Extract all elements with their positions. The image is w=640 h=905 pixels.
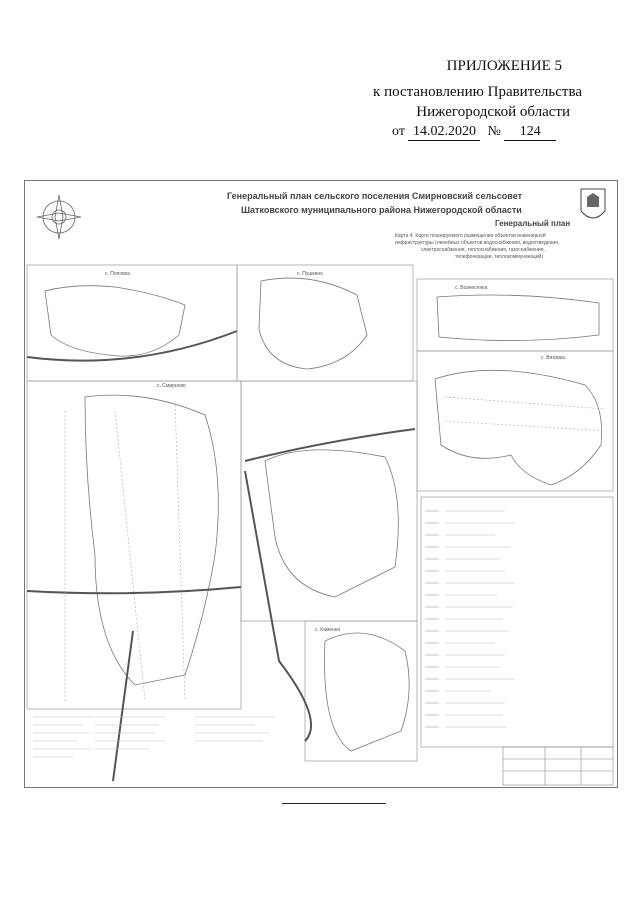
- inset-label-3: с. Вознесенка: [455, 285, 488, 291]
- map-drawing: [25, 181, 617, 787]
- map-subtitle-3: электроснабжения, теплоснабжения, газоснабжения,: [421, 247, 545, 253]
- settlement-outline-3: [437, 295, 599, 341]
- title-block-stamp: [503, 747, 613, 785]
- coat-of-arms-icon: [581, 189, 605, 218]
- road-4: [245, 429, 415, 461]
- general-plan-map-sheet: [24, 180, 618, 788]
- bottom-notes: [33, 717, 275, 757]
- map-title-2: Шатковского муниципального района Нижегородской области: [241, 205, 522, 215]
- inset-label-1: с. Поповка: [105, 271, 130, 277]
- network-line-group: [445, 397, 605, 431]
- settlement-outline-5: [85, 395, 218, 685]
- settlement-outline-1: [45, 286, 185, 356]
- inset-label-4: с. Смирново: [157, 383, 186, 389]
- map-title-3: Генеральный план: [495, 219, 571, 228]
- date-prefix: от: [392, 124, 405, 139]
- map-title-1: Генеральный план сельского поселения Смирновский сельсовет: [227, 191, 523, 201]
- date-number-line: [392, 124, 556, 141]
- inset-frame-7: [305, 621, 417, 761]
- settlement-outline-7: [325, 633, 410, 751]
- compass-rose-icon: [37, 195, 81, 239]
- inset-label-6: с. Каменка: [315, 627, 341, 633]
- inset-label-2: с. Пушкино: [297, 271, 323, 277]
- map-subtitle-2: инфраструктуры (линейных объектов водоснабжения, водоотведения,: [395, 240, 560, 246]
- region-line: Нижегородской области: [416, 104, 570, 120]
- map-legend: [421, 497, 613, 747]
- inset-frame-4: [27, 381, 241, 709]
- resolution-line: к постановлению Правительства: [373, 84, 582, 100]
- number-value: 124: [504, 124, 556, 141]
- footer-divider: [282, 803, 386, 804]
- inset-frame-1: [27, 265, 237, 381]
- road-5: [113, 631, 133, 781]
- settlement-outline-4: [435, 370, 602, 485]
- settlement-outline-2: [259, 278, 367, 369]
- road-3: [245, 471, 311, 741]
- map-subtitle-4: телефонизации, теплокоммуникаций): [455, 254, 543, 260]
- inset-frame-5: [241, 381, 417, 621]
- settlement-outline-6: [265, 450, 398, 597]
- map-subtitle-1: Карта 4. Карта планируемого размещения объектов инженерной: [395, 233, 546, 239]
- inset-label-5: с. Вязовка: [541, 355, 566, 361]
- date-value: 14.02.2020: [408, 124, 480, 141]
- survey-line-group: [65, 401, 185, 701]
- appendix-title: ПРИЛОЖЕНИЕ 5: [446, 58, 562, 74]
- number-sign: №: [487, 124, 501, 139]
- road-1: [27, 331, 237, 361]
